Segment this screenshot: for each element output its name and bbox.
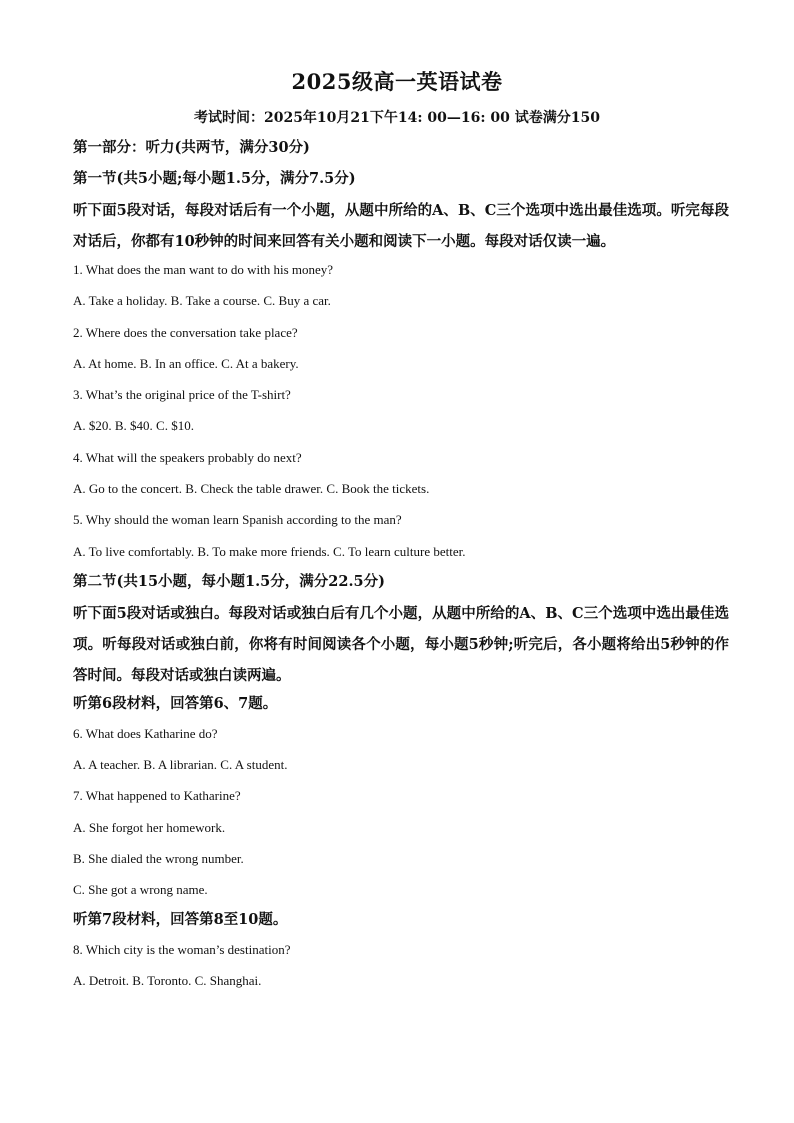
section2-instructions: 听下面5段对话或独白。每段对话或独白后有几个小题，从题中所给的A、B、C三个选项中选出最佳选项。听每段对话或独白前，你将有时间阅读各个小题，每小题5秒钟;听完后，各小题将给出5秒钟的作答时间。每段对话或独白读两遍。 <box>73 604 729 684</box>
material7-heading: 听第7段材料，回答第8至10题。 <box>73 911 288 929</box>
question-7-option-b: B. She dialed the wrong number. <box>73 850 244 866</box>
exam-title: 2025级高一英语试卷 <box>291 69 503 94</box>
question-4-options: A. Go to the concert. B. Check the table drawer. C. Book the tickets. <box>73 481 430 497</box>
question-5-options: A. To live comfortably. B. To make more friends. C. To learn culture better. <box>73 543 466 559</box>
question-3-options: A. $20. B. $40. C. $10. <box>73 418 194 434</box>
section1-instructions: 听下面5段对话，每段对话后有一个小题，从题中所给的A、B、C三个选项中选出最佳选项。听完每段对话后，你都有10秒钟的时间来回答有关小题和阅读下一小题。每段对话仅读一遍。 <box>73 202 729 250</box>
question-2-stem: 2. Where does the conversation take place? <box>73 324 298 340</box>
question-1-options: A. Take a holiday. B. Take a course. C. Buy a car. <box>73 293 331 309</box>
question-7-option-a: A. She forgot her homework. <box>73 819 226 835</box>
exam-subtitle: 考试时间：2025年10月21下午14: 00—16: 00 试卷满分150 <box>193 110 601 126</box>
material6-heading: 听第6段材料，回答第6、7题。 <box>73 694 278 712</box>
section2-heading: 第二节(共15小题，每小题1.5分，满分22.5分) <box>73 572 385 590</box>
exam-body <box>73 137 729 1003</box>
question-2-options: A. At home. B. In an office. C. At a bakery. <box>73 355 299 371</box>
part1-heading: 第一部分：听力(共两节，满分30分) <box>73 139 310 156</box>
question-7-option-c: C. She got a wrong name. <box>73 882 208 898</box>
question-3-stem: 3. What’s the original price of the T-shirt? <box>73 387 291 403</box>
question-8-stem: 8. Which city is the woman’s destination? <box>73 942 291 958</box>
question-1-stem: 1. What does the man want to do with his money? <box>73 262 334 277</box>
question-6-stem: 6. What does Katharine do? <box>73 725 218 741</box>
question-8-options: A. Detroit. B. Toronto. C. Shanghai. <box>73 973 262 989</box>
question-6-options: A. A teacher. B. A librarian. C. A student. <box>73 756 288 772</box>
question-4-stem: 4. What will the speakers probably do next? <box>73 449 302 465</box>
question-7-stem: 7. What happened to Katharine? <box>73 788 241 804</box>
question-5-stem: 5. Why should the woman learn Spanish according to the man? <box>73 512 402 528</box>
section1-heading: 第一节(共5小题;每小题1.5分，满分7.5分) <box>73 170 356 187</box>
